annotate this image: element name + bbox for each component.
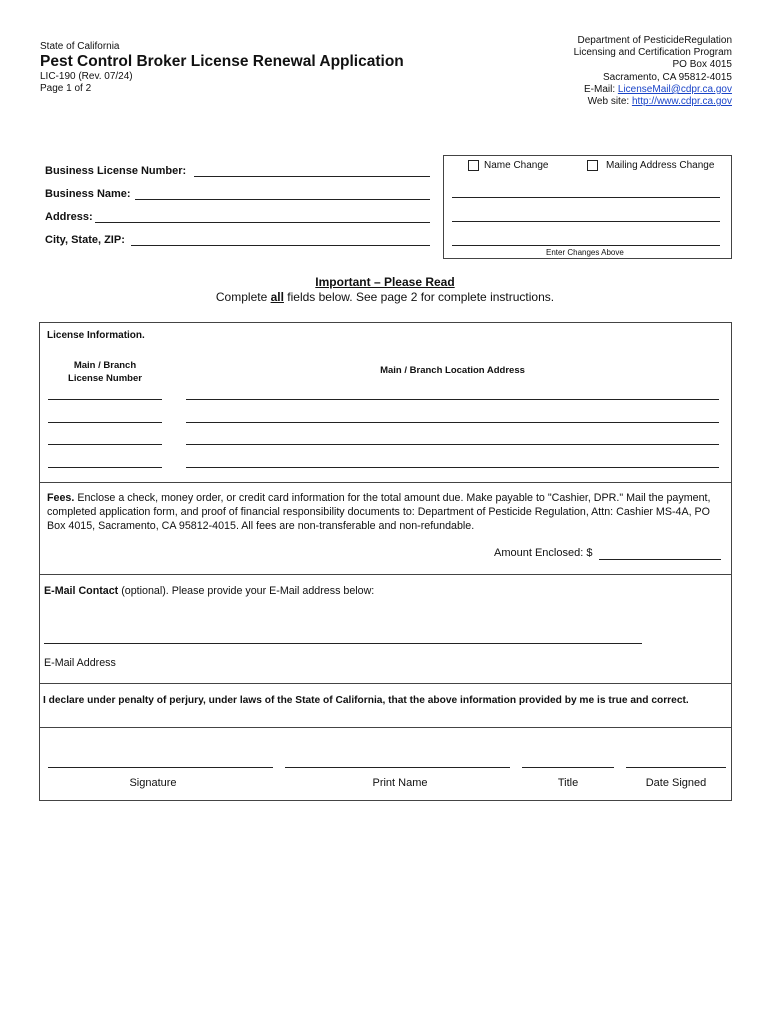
email-contact-text: (optional). Please provide your E-Mail address below: <box>121 585 375 597</box>
enter-changes-note: Enter Changes Above <box>546 248 624 257</box>
fees-label: Fees. <box>47 492 75 504</box>
email-address-label: E-Mail Address <box>44 657 116 669</box>
signature-field[interactable] <box>48 767 273 768</box>
location-address-field-2[interactable] <box>186 422 719 423</box>
page-number: Page 1 of 2 <box>40 83 92 94</box>
amount-enclosed-field[interactable] <box>599 559 721 560</box>
city-state-zip-label: City, State, ZIP: <box>45 234 125 246</box>
date-signed-field[interactable] <box>626 767 726 768</box>
dept-pobox: PO Box 4015 <box>672 59 732 71</box>
instructions-pre: Complete <box>215 290 271 304</box>
license-number-field-2[interactable] <box>48 422 162 423</box>
address-label: Address: <box>45 211 93 223</box>
email-contact-paragraph <box>44 585 374 597</box>
license-number-field-3[interactable] <box>48 444 162 445</box>
form-title: Pest Control Broker License Renewal Application <box>40 53 404 70</box>
dept-name: Department of PesticideRegulation <box>577 35 732 46</box>
instructions-all: all <box>270 290 284 304</box>
location-address-field-4[interactable] <box>186 467 719 468</box>
print-name-label: Print Name <box>372 777 428 789</box>
signature-label: Signature <box>129 777 177 789</box>
address-field[interactable] <box>95 222 430 223</box>
license-info-title: License Information. <box>47 330 145 341</box>
web-label: Web site: <box>587 96 630 108</box>
location-address-col-header: Main / Branch Location Address <box>380 365 525 376</box>
main-form-box <box>39 322 732 801</box>
business-name-field[interactable] <box>135 199 430 200</box>
license-col-line1: Main / Branch <box>73 360 137 371</box>
department-info <box>574 35 732 108</box>
section-divider-3 <box>39 683 732 684</box>
license-number-field-1[interactable] <box>48 399 162 400</box>
name-change-checkbox[interactable] <box>468 160 479 171</box>
declaration-text: I declare under penalty of perjury, under laws of the State of California, that the above information provided by me is true and correct. <box>43 695 689 706</box>
state-label: State of California <box>40 41 120 52</box>
instructions-post: fields below. See page 2 for complete instructions. <box>283 290 555 304</box>
declaration-divider <box>39 727 732 728</box>
dept-web-link[interactable]: http://www.cdpr.ca.gov <box>631 96 732 108</box>
dept-city: Sacramento, CA 95812-4015 <box>603 71 732 83</box>
important-heading: Important – Please Read <box>315 275 455 289</box>
dept-email-link[interactable]: LicenseMail@cdpr.ca.gov <box>617 83 732 95</box>
fees-paragraph <box>47 491 719 533</box>
form-number: LIC-190 (Rev. 07/24) <box>40 71 133 82</box>
location-address-field-3[interactable] <box>186 444 719 445</box>
title-label: Title <box>557 777 579 789</box>
dept-web-row <box>574 96 732 108</box>
email-label: E-Mail: <box>583 83 616 95</box>
date-signed-label: Date Signed <box>645 777 707 789</box>
business-name-label: Business Name: <box>45 188 131 200</box>
license-col-line2: License Number <box>68 373 142 384</box>
important-instructions <box>0 290 770 304</box>
license-number-field-4[interactable] <box>48 467 162 468</box>
license-number-col-header <box>48 359 162 385</box>
business-license-number-field[interactable] <box>194 176 430 177</box>
change-line-3[interactable] <box>452 245 720 246</box>
city-state-zip-field[interactable] <box>131 245 430 246</box>
dept-program: Licensing and Certification Program <box>573 47 732 59</box>
email-contact-label: E-Mail Contact <box>44 585 119 597</box>
name-change-label: Name Change <box>484 160 549 171</box>
business-license-number-label: Business License Number: <box>45 165 187 177</box>
print-name-field[interactable] <box>285 767 510 768</box>
change-line-2[interactable] <box>452 221 720 222</box>
change-line-1[interactable] <box>452 197 720 198</box>
mailing-address-change-label: Mailing Address Change <box>606 160 715 171</box>
amount-enclosed-label: Amount Enclosed: $ <box>494 547 593 559</box>
fees-text: Enclose a check, money order, or credit card information for the total amount due. Make payable to "Cashier, DPR." Mail the payment, completed application form, and proof of financial responsibility documents to: Department of Pesticide Regulation, Attn: Cashier MS-4A, PO Box 4015, Sacramento, CA 95812-4015. All fees are non-transferable and non-refundable. <box>47 492 711 532</box>
section-divider-2 <box>39 574 732 575</box>
email-address-field[interactable] <box>44 643 642 644</box>
section-divider-1 <box>39 482 732 483</box>
location-address-field-1[interactable] <box>186 399 719 400</box>
mailing-address-change-checkbox[interactable] <box>587 160 598 171</box>
dept-email-row <box>574 84 732 96</box>
title-field[interactable] <box>522 767 614 768</box>
